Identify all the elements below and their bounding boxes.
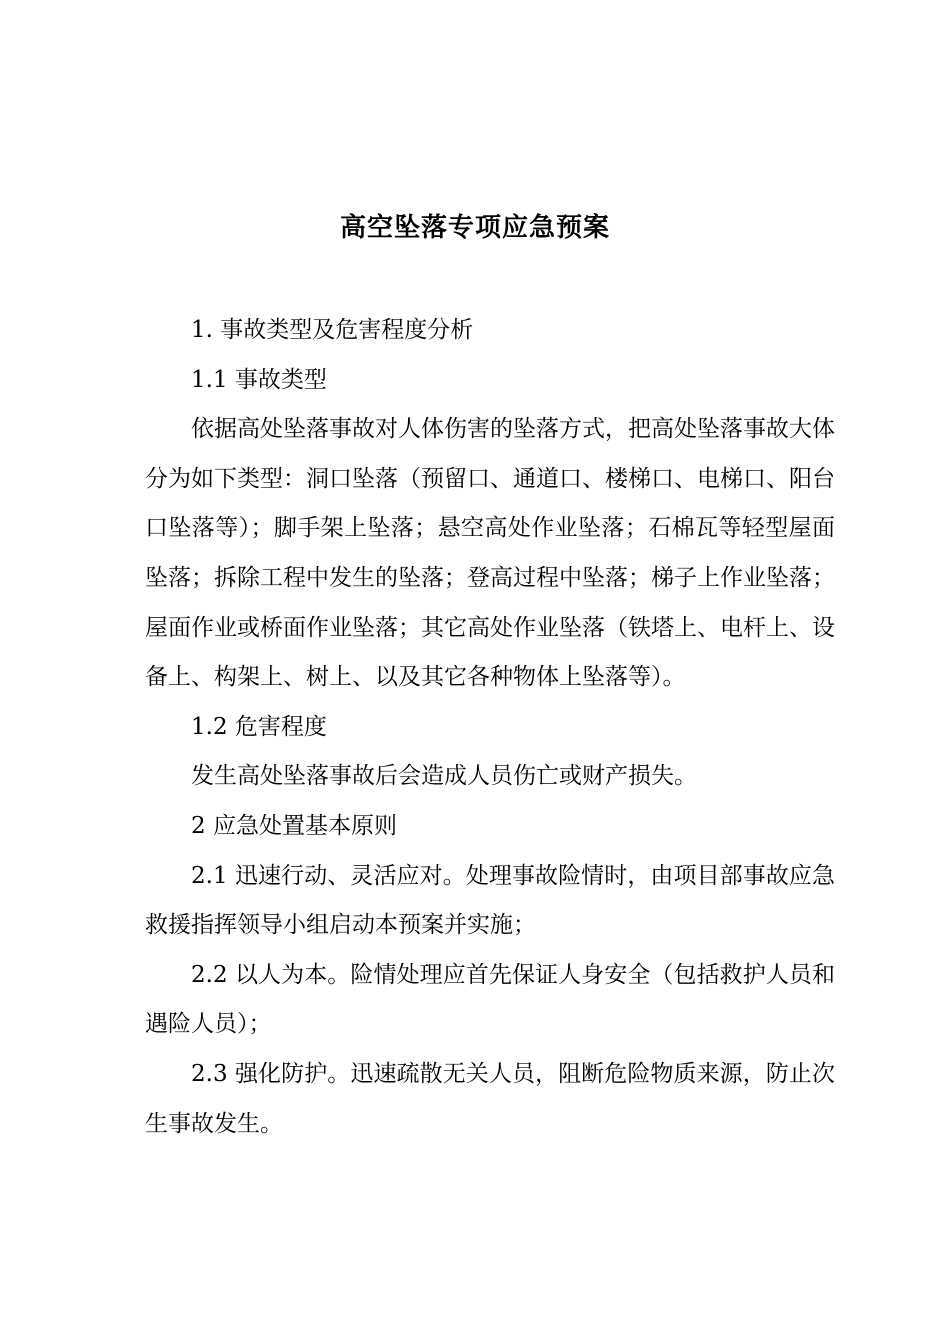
- document-title: 高空坠落专项应急预案: [339, 213, 610, 243]
- document-body: [145, 306, 835, 1149]
- heading-1: 1. 事故类型及危害程度分析: [191, 317, 474, 343]
- paragraph-2-2: 2.2 以人为本。险情处理应首先保证人身安全（包括救护人员和遇险人员）；: [145, 961, 835, 1038]
- paragraph-harm-degree: 发生高处坠落事故后会造成人员伤亡或财产损失。: [191, 763, 697, 790]
- heading-1-1: 1.1 事故类型: [191, 366, 327, 393]
- heading-2: 2 应急处置基本原则: [191, 812, 397, 839]
- heading-1-2: 1.2 危害程度: [191, 713, 327, 740]
- paragraph-2-1: 2.1 迅速行动、灵活应对。处理事故险情时，由项目部事故应急救援指挥领导小组启动本预案并实施；: [145, 862, 835, 939]
- paragraph-accident-types: 依据高处坠落事故对人体伤害的坠落方式，把高处坠落事故大体分为如下类型：洞口坠落（预留口、通道口、楼梯口、电梯口、阳台口坠落等）；脚手架上坠落；悬空高处作业坠落；石棉瓦等轻型屋面坠落；拆除工程中发生的坠落；登高过程中坠落；梯子上作业坠落；屋面作业或桥面作业坠落；其它高处作业坠落（铁塔上、电杆上、设备上、构架上、树上、以及其它各种物体上坠落等）。: [145, 416, 835, 691]
- paragraph-2-3: 2.3 强化防护。迅速疏散无关人员，阻断危险物质来源，防止次生事故发生。: [145, 1060, 835, 1137]
